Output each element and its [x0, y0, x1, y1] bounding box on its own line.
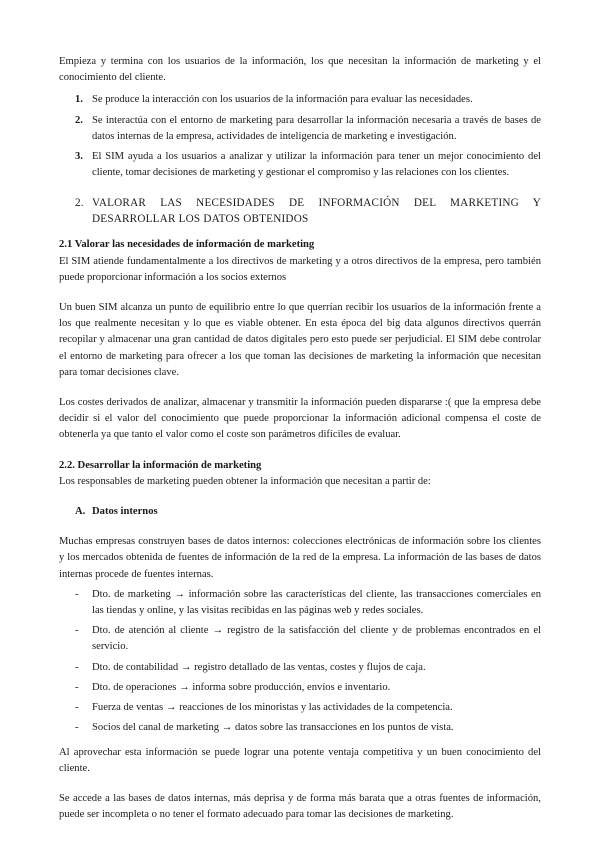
intro-paragraph: Empieza y termina con los usuarios de la información, los que necesitan la información de marketing y el conocimiento del cliente. [59, 56, 541, 84]
list-item [59, 92, 541, 108]
dash-list-item [59, 623, 541, 655]
list-number: 2. [75, 114, 83, 126]
list-text: Se interactúa con el entorno de marketing para desarrollar la información necesaria a través de bases de datos internas de la empresa, actividades de inteligencia de marketing e investigación. [92, 114, 541, 142]
section-title: VALORAR LAS NECESIDADES DE INFORMACIÓN DEL MARKETING Y DESARROLLAR LOS DATOS OBTENIDOS [92, 197, 541, 226]
list-text: El SIM ayuda a los usuarios a analizar y utilizar la información para tener un mejor conocimiento del cliente, tomar decisiones de marketing y gestionar el compromiso y las relaciones con los clientes. [92, 151, 541, 179]
dash-list-item [59, 700, 541, 716]
dash-list [59, 587, 541, 737]
subsection-heading-2-1: 2.1 Valorar las necesidades de información de marketing [59, 239, 315, 251]
dash-item-text: Dto. de marketing → información sobre las características del cliente, las transacciones comerciales en las tiendas y online, y las visitas recibidas en las páginas web y redes sociales. [92, 588, 541, 617]
dash-list-item [59, 660, 541, 676]
numbered-list [59, 92, 541, 181]
list-item [59, 113, 541, 145]
document-content [59, 54, 541, 823]
subsubsection-title: Datos internos [92, 506, 158, 518]
paragraph: Al aprovechar esta información se puede lograr una potente ventaja competitiva y un buen conocimiento del cliente. [59, 746, 541, 774]
dash-bullet: - [75, 625, 79, 637]
subsubsection-heading [59, 504, 541, 520]
paragraph: Los responsables de marketing pueden obtener la información que necesitan a partir de: [59, 475, 431, 487]
dash-item-text: Dto. de contabilidad → registro detallado de las ventas, costes y flujos de caja. [92, 661, 426, 673]
subsection-heading-2-2: 2.2. Desarrollar la información de marketing [59, 459, 262, 471]
dash-item-text: Dto. de operaciones → informa sobre producción, envíos e inventario. [92, 681, 391, 693]
paragraph: Muchas empresas construyen bases de datos internos: colecciones electrónicas de información sobre los clientes y los mercados obtenida de fuentes de información de la red de la empresa. La información de las bases de datos internas procede de fuentes internas. [59, 536, 541, 580]
section-heading [59, 195, 541, 227]
dash-list-item [59, 720, 541, 736]
dash-bullet: - [75, 702, 79, 714]
paragraph: El SIM atiende fundamentalmente a los directivos de marketing y a otros directivos de la empresa, pero también puede proporcionar información a los socios externos [59, 255, 541, 283]
paragraph: Se accede a las bases de datos internas, más deprisa y de forma más barata que a otras fuentes de información, puede ser incompleta o no tener el formato adecuado para tomar las decisiones de marketing. [59, 792, 541, 821]
dash-item-text: Socios del canal de marketing → datos sobre las transacciones en los puntos de vista. [92, 722, 454, 734]
dash-item-text: Dto. de atención al cliente → registro de la satisfacción del cliente y de problemas encontrados en el servicio. [92, 625, 541, 653]
list-number: 3. [75, 151, 83, 163]
dash-list-item [59, 587, 541, 619]
dash-bullet: - [75, 722, 79, 734]
paragraph: Un buen SIM alcanza un punto de equilibrio entre lo que querrían recibir los usuarios de la información frente a los que realmente necesitan y lo que es viable obtener. En esta época del big data algunos directivos querrán recopilar y almacenar una gran cantidad de datos digitales pero esto puede ser perjudicial. El SIM debe controlar el entorno de marketing para ofrecer a los que toman las decisiones de marketing la información que necesitan para tomar decisiones clave. [59, 302, 541, 378]
dash-bullet: - [75, 588, 79, 600]
list-number: 1. [75, 94, 83, 106]
dash-list-item [59, 680, 541, 696]
dash-bullet: - [75, 681, 79, 693]
section-number: 2. [75, 197, 84, 210]
subsubsection-label: A. [75, 506, 86, 518]
dash-item-text: Fuerza de ventas → reacciones de los minoristas y las actividades de la competencia. [92, 702, 453, 714]
list-text: Se produce la interacción con los usuarios de la información para evaluar las necesidades. [92, 94, 473, 106]
dash-bullet: - [75, 661, 79, 673]
list-item [59, 149, 541, 181]
paragraph: Los costes derivados de analizar, almacenar y transmitir la información pueden dispararse :( que la empresa debe decidir si el valor del conocimiento que puede proporcionar la información adicional compensa el coste de obtenerla ya que tanto el valor como el coste son parámetros difíciles de evaluar. [59, 397, 541, 441]
